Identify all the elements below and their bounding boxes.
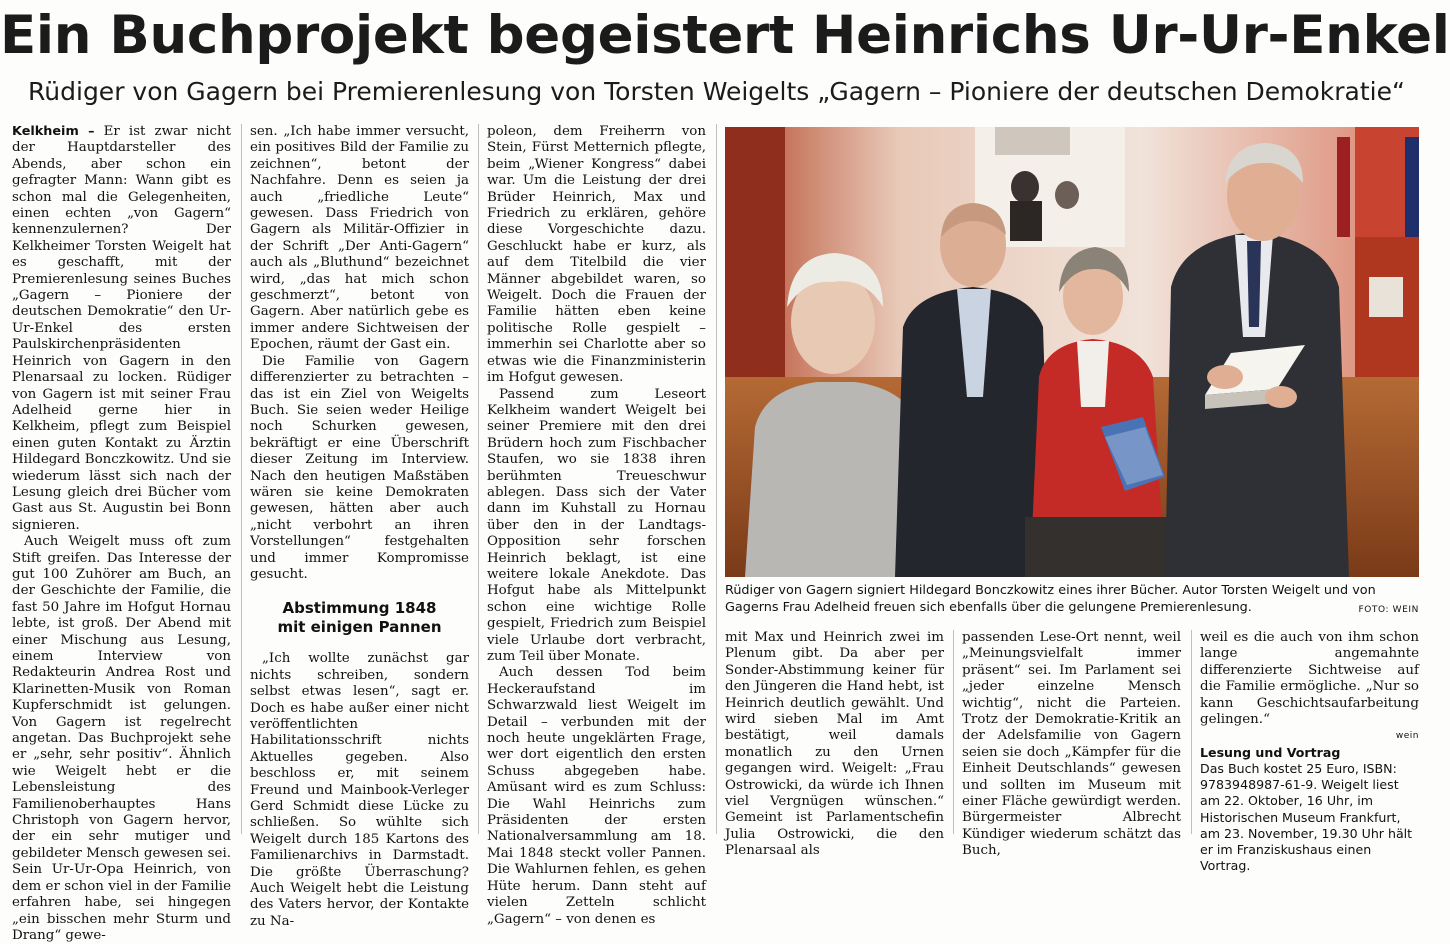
info-heading: Lesung und Vortrag	[1200, 744, 1341, 760]
paragraph: mit Max und Heinrich zwei im Plenum gibt. Da aber per Sonder-Abstimmung keiner für den Jüngeren die Hand hebt, ist Heinrich deutlich gewählt. Und wird sieben Mal im Amt bestätigt, weil damals monatlich zu den Urnen gegangen wird. Weigelt: „Frau Ostrowicki, da würde ich Ihnen viel Vergnügen wünschen.“ Gemeint ist Parlamentschefin Julia Ostrowicki, die den Plenarsaal als	[725, 630, 944, 859]
paragraph: Auch Weigelt muss oft zum Stift greifen. Das Interesse der gut 100 Zuhörer am Buch, an der Geschichte der Familie, die fast 50 Jahre im Hofgut Hornau lebte, ist groß. Der Abend mit einer Mischung aus Lesung, einem Interview von Redakteurin Andrea Rost und Klarinetten-Musik von Roman Kupferschmidt ist gelungen. Von Gagern ist regelrecht angetan. Das Buchprojekt sehe er „sehr, sehr positiv“. Ähnlich wie Weigelt hebt er die Lebensleistung des Familienoberhauptes Hans Christoph von Gagern hervor, der ein sehr mutiger und gebildeter Mensch gewesen sei. Sein Ur-Ur-Opa Heinrich, von dem er schon viel in der Familie erfahren habe, sei hingegen „ein bisschen mehr Sturm und Drang“ gewe-	[12, 534, 231, 943]
photo-caption	[725, 582, 1419, 619]
column-divider	[241, 124, 242, 834]
text-column-5	[962, 630, 1181, 859]
column-divider	[478, 124, 479, 834]
paragraph: Auch dessen Tod beim Heckeraufstand im Schwarzwald liest Weigelt im Detail – verbunden mit der noch heute ungeklärten Frage, wer dort eigentlich den ersten Schuss abgegeben habe. Amüsant wird es zum Schluss: Die Wahl Heinrichs zum Präsidenten der ersten Nationalversammlung am 18. Mai 1848 steckt voller Pannen. Die Wahlurnen fehlen, es gehen Hüte herum. Dann steht auf vielen Zetteln schlicht „Gagern“ – von denen es	[487, 665, 706, 927]
column-divider	[953, 630, 954, 834]
column-divider	[1191, 630, 1192, 834]
column-divider	[716, 124, 717, 834]
article-photo	[725, 127, 1419, 577]
text-column-1	[12, 124, 231, 943]
section-subheading	[250, 599, 469, 637]
paragraph: Die Familie von Gagern differenzierter zu betrachten – das ist ein Ziel von Weigelts Buch. Sie seien weder Heilige noch Schurken gewesen, bekräftigt er eine Überschrift dieser Zeitung im Interview. Nach den heutigen Maßstäben wären sie keine Demokraten gewesen, hätten aber auch „nicht verbohrt an ihren Vorstellungen“ festgehalten und immer Kompromisse gesucht.	[250, 353, 469, 582]
article-headline: Ein Buchprojekt begeistert Heinrichs Ur-Ur-Enkel	[0, 5, 1450, 66]
subheading-line-2: mit einigen Pannen	[277, 618, 442, 637]
photo-credit: FOTO: WEIN	[1358, 605, 1419, 615]
text-column-2	[250, 124, 469, 929]
paragraph: Passend zum Leseort Kelkheim wandert Weigelt bei seiner Premiere mit den drei Brüdern hoch zum Fischbacher Staufen, wo sie 1838 ihren berühmten Treueschwur ablegen. Dass sich der Vater dann im Kuhstall zu Hornau über den in der Landtags-Opposition sehr forschen Heinrich beklagt, ist eine weitere lokale Anekdote. Das Hofgut habe als Mittelpunkt schon eine wichtige Rolle gespielt, Friedrich zum Beispiel viele Urlaube dort verbracht, zum Teil über Monate.	[487, 386, 706, 664]
text-column-4	[725, 630, 944, 859]
text-column-6	[1200, 630, 1419, 874]
article-subheadline: Rüdiger von Gagern bei Premierenlesung von Torsten Weigelts „Gagern – Pioniere der deutschen Demokratie“	[28, 77, 1405, 106]
paragraph: passenden Lese-Ort nennt, weil „Meinungsvielfalt immer präsent“ sei. Im Parlament sei „jeder einzelne Mensch wichtig“, nicht die Parteien. Trotz der Demokratie-Kritik an der Adelsfamilie von Gagern seien sie doch „Kämpfer für die Einheit Deutschlands“ gewesen und sollten im Museum mit einer Fläche gewürdigt werden. Bürgermeister Albrecht Kündiger wiederum schätzt das Buch,	[962, 630, 1181, 859]
photo-illustration	[725, 127, 1419, 577]
caption-text: Rüdiger von Gagern signiert Hildegard Bonczkowitz eines ihrer Bücher. Autor Torsten Weigelt und von Gagerns Frau Adelheid freuen sich ebenfalls über die gelungene Premierenlesung.	[725, 583, 1376, 615]
dateline: Kelkheim –	[12, 124, 95, 139]
paragraph: sen. „Ich habe immer versucht, ein positives Bild der Familie zu zeichnen“, betont der Nachfahre. Denn es seien ja auch „friedliche Leute“ gewesen. Dass Friedrich von Gagern als Militär-Offizier in der Schrift „Der Anti-Gagern“ auch als „Bluthund“ bezeichnet wird, „das hat mich schon geschmerzt“, betont von Gagern. Aber natürlich gebe es immer andere Sichtweisen der Epochen, räumt der Gast ein.	[250, 124, 469, 353]
text-column-3	[487, 124, 706, 927]
subheading-line-1: Abstimmung 1848	[282, 599, 437, 618]
info-text: Das Buch kostet 25 Euro, ISBN: 9783948987-61-9. Weigelt liest am 22. Oktober, 16 Uhr, im Historischen Museum Frankfurt, am 23. November, 19.30 Uhr hält er im Franziskushaus einen Vortrag.	[1200, 761, 1413, 874]
author-signature: wein	[1395, 731, 1419, 742]
paragraph-text: Er ist zwar nicht der Hauptdarsteller des Abends, aber schon ein gefragter Mann: Wann gibt es schon mal die Gelegenheiten, einen echten „von Gagern“ kennenzulernen? Der Kelkheimer Torsten Weigelt hat es geschafft, mit der Premierenlesung seines Buches „Gagern – Pioniere der deutschen Demokratie“ den Ur-Ur-Enkel des ersten Paulskirchenpräsidenten Heinrich von Gagern in den Plenarsaal zu locken. Rüdiger von Gagern ist mit seiner Frau Adelheid gerne hier in Kelkheim, pflegt zum Beispiel einen guten Kontakt zu Ärztin Hildegard Bonczkowitz. Und sie wiederum lässt sich nach der Lesung gleich drei Bücher vom Gast aus St. Augustin bei Bonn signieren.	[12, 124, 231, 533]
paragraph: weil es die auch von ihm schon lange angemahnte differenzierte Sichtweise auf die Familie ermögliche. „Nur so kann Geschichtsaufarbeitung gelingen.“	[1200, 630, 1419, 728]
paragraph: „Ich wollte zunächst gar nichts schreiben, sondern selbst etwas lesen“, sagt er. Doch es habe außer einer nicht veröffentlichten Habilitationsschrift nichts Aktuelles gegeben. Also beschloss er, mit seinem Freund und Mainbook-Verleger Gerd Schmidt diese Lücke zu schließen. So wühlte sich Weigelt durch 185 Kartons des Familienarchivs in Darmstadt. Die größte Überraschung? Auch Weigelt hebt die Leistung des Vaters hervor, der Kontakte zu Na-	[250, 651, 469, 929]
paragraph	[12, 124, 231, 534]
paragraph: poleon, dem Freiherrn von Stein, Fürst Metternich pflegte, beim „Wiener Kongress“ dabei war. Um die Leistung der drei Brüder Heinrich, Max und Friedrich zu erklären, gehöre diese Vorgeschichte dazu. Geschluckt habe er kurz, als auf dem Titelbild die vier Männer abgebildet waren, so Weigelt. Doch die Frauen der Familie hätten eben keine politische Rolle gespielt – immerhin sei Charlotte aber so etwas wie die Finanzministerin im Hofgut gewesen.	[487, 124, 706, 386]
info-box	[1200, 745, 1419, 875]
